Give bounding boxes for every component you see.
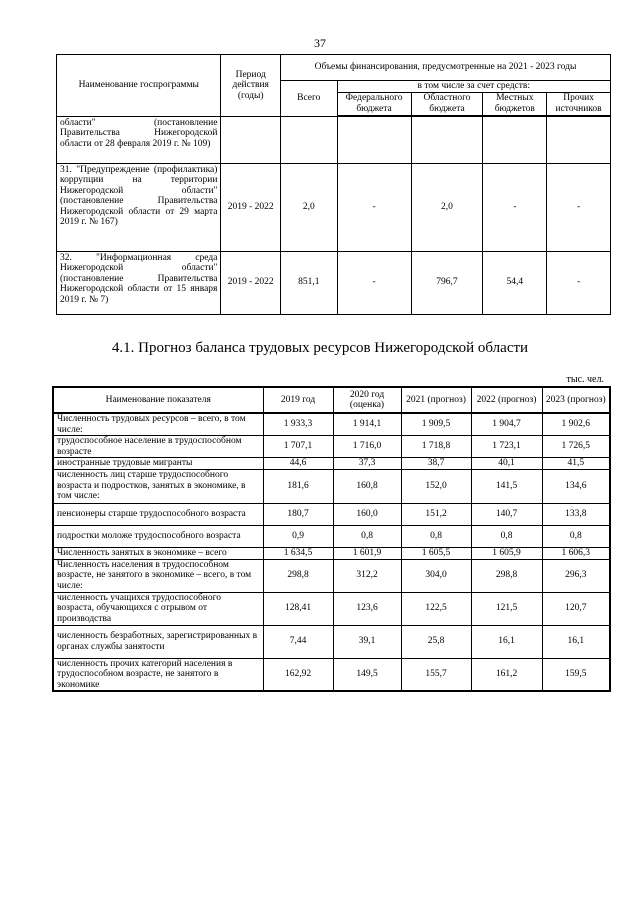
value-cell: 128,41 [263, 592, 333, 625]
table-row [53, 658, 610, 691]
value-cell: 1 933,3 [263, 413, 333, 436]
value-cell: 16,1 [471, 625, 542, 658]
indicator-name: численность прочих категорий населения в трудоспособном возрасте, не занятого в экономике [53, 658, 263, 691]
value-cell: 160,0 [333, 503, 401, 525]
value-cell: 1 723,1 [471, 436, 542, 458]
program-name: области" (постановление Правительства Нижегородской области от 28 февраля 2019 г. № 109) [57, 116, 221, 163]
value-cell: 41,5 [542, 458, 610, 470]
program-name: 31. "Предупреждение (профилактика) коррупции на территории Нижегородской области" (постановление Правительства Нижегородской области от 29 марта 2019 г. № 167) [57, 163, 221, 251]
value-cell: 1 904,7 [471, 413, 542, 436]
regional-cell: 796,7 [411, 251, 483, 314]
other-cell: - [547, 251, 611, 314]
labor-balance-table [52, 386, 611, 692]
value-cell: 141,5 [471, 469, 542, 503]
value-cell: 1 726,5 [542, 436, 610, 458]
value-cell: 1 601,9 [333, 547, 401, 559]
value-cell: 181,6 [263, 469, 333, 503]
table-row [53, 525, 610, 547]
table-row [53, 625, 610, 658]
value-cell: 151,2 [401, 503, 471, 525]
value-cell: 152,0 [401, 469, 471, 503]
value-cell: 1 707,1 [263, 436, 333, 458]
header-incl: в том числе за счет средств: [337, 81, 610, 93]
value-cell: 122,5 [401, 592, 471, 625]
value-cell: 0,9 [263, 525, 333, 547]
header-2019: 2019 год [263, 387, 333, 413]
table-row [53, 559, 610, 592]
indicator-name: Численность населения в трудоспособном возрасте, не занятого в экономике – всего, в том числе: [53, 559, 263, 592]
table-row [57, 116, 611, 163]
header-2023: 2023 (прогноз) [542, 387, 610, 413]
header-program-name: Наименование госпрограммы [57, 55, 221, 117]
value-cell: 123,6 [333, 592, 401, 625]
local-cell: 54,4 [483, 251, 547, 314]
indicator-name: численность учащихся трудоспособного возраста, обучающихся с отрывом от производства [53, 592, 263, 625]
value-cell: 39,1 [333, 625, 401, 658]
indicator-name: численность безработных, зарегистрированных в органах службы занятости [53, 625, 263, 658]
federal-cell: - [337, 163, 411, 251]
table-row [57, 251, 611, 314]
table-row [53, 547, 610, 559]
value-cell: 1 914,1 [333, 413, 401, 436]
value-cell: 0,8 [542, 525, 610, 547]
header-federal: Федерального бюджета [337, 92, 411, 116]
value-cell: 0,8 [401, 525, 471, 547]
value-cell: 16,1 [542, 625, 610, 658]
total-cell: 2,0 [281, 163, 338, 251]
value-cell: 120,7 [542, 592, 610, 625]
period-cell: 2019 - 2022 [221, 251, 281, 314]
value-cell: 298,8 [471, 559, 542, 592]
value-cell: 298,8 [263, 559, 333, 592]
value-cell: 159,5 [542, 658, 610, 691]
value-cell: 140,7 [471, 503, 542, 525]
period-cell: 2019 - 2022 [221, 163, 281, 251]
table-row [53, 592, 610, 625]
local-cell [483, 116, 547, 163]
value-cell: 1 605,9 [471, 547, 542, 559]
header-other: Прочих источников [547, 92, 611, 116]
value-cell: 296,3 [542, 559, 610, 592]
value-cell: 161,2 [471, 658, 542, 691]
indicator-name: Численность трудовых ресурсов – всего, в том числе: [53, 413, 263, 436]
regional-cell [411, 116, 483, 163]
local-cell: - [483, 163, 547, 251]
programs-table [56, 54, 611, 315]
value-cell: 1 909,5 [401, 413, 471, 436]
header-2020: 2020 год (оценка) [333, 387, 401, 413]
value-cell: 180,7 [263, 503, 333, 525]
value-cell: 1 606,3 [542, 547, 610, 559]
value-cell: 37,3 [333, 458, 401, 470]
value-cell: 1 716,0 [333, 436, 401, 458]
header-volumes: Объемы финансирования, предусмотренные на 2021 - 2023 годы [281, 55, 611, 81]
indicator-name: пенсионеры старше трудоспособного возраста [53, 503, 263, 525]
total-cell: 851,1 [281, 251, 338, 314]
value-cell: 1 634,5 [263, 547, 333, 559]
value-cell: 40,1 [471, 458, 542, 470]
value-cell: 160,8 [333, 469, 401, 503]
table-row [53, 436, 610, 458]
value-cell: 155,7 [401, 658, 471, 691]
indicator-name: численность лиц старше трудоспособного возраста и подростков, занятых в экономике, в том числе: [53, 469, 263, 503]
header-period: Период действия (годы) [221, 55, 281, 117]
header-indicator: Наименование показателя [53, 387, 263, 413]
table-row [53, 503, 610, 525]
value-cell: 121,5 [471, 592, 542, 625]
value-cell: 0,8 [471, 525, 542, 547]
value-cell: 0,8 [333, 525, 401, 547]
value-cell: 1 902,6 [542, 413, 610, 436]
page-number: 37 [314, 36, 326, 50]
value-cell: 1 605,5 [401, 547, 471, 559]
header-2022: 2022 (прогноз) [471, 387, 542, 413]
federal-cell [337, 116, 411, 163]
value-cell: 133,8 [542, 503, 610, 525]
header-2021: 2021 (прогноз) [401, 387, 471, 413]
indicator-name: Численность занятых в экономике – всего [53, 547, 263, 559]
indicator-name: трудоспособное население в трудоспособном возрасте [53, 436, 263, 458]
header-regional: Областного бюджета [411, 92, 483, 116]
units-label: тыс. чел. [566, 374, 604, 385]
value-cell: 162,92 [263, 658, 333, 691]
table-row [57, 163, 611, 251]
other-cell [547, 116, 611, 163]
other-cell: - [547, 163, 611, 251]
value-cell: 304,0 [401, 559, 471, 592]
header-total: Всего [281, 81, 338, 117]
table-row [53, 413, 610, 436]
indicator-name: иностранные трудовые мигранты [53, 458, 263, 470]
value-cell: 149,5 [333, 658, 401, 691]
period-cell [221, 116, 281, 163]
value-cell: 38,7 [401, 458, 471, 470]
value-cell: 25,8 [401, 625, 471, 658]
value-cell: 312,2 [333, 559, 401, 592]
total-cell [281, 116, 338, 163]
value-cell: 134,6 [542, 469, 610, 503]
program-name: 32. "Информационная среда Нижегородской области" (постановление Правительства Нижегородской области от 15 января 2019 г. № 7) [57, 251, 221, 314]
value-cell: 44,6 [263, 458, 333, 470]
federal-cell: - [337, 251, 411, 314]
value-cell: 7,44 [263, 625, 333, 658]
value-cell: 1 718,8 [401, 436, 471, 458]
indicator-name: подростки моложе трудоспособного возраста [53, 525, 263, 547]
table-row [53, 469, 610, 503]
regional-cell: 2,0 [411, 163, 483, 251]
header-local: Местных бюджетов [483, 92, 547, 116]
section-title: 4.1. Прогноз баланса трудовых ресурсов Нижегородской области [111, 340, 529, 356]
table-row [53, 458, 610, 470]
